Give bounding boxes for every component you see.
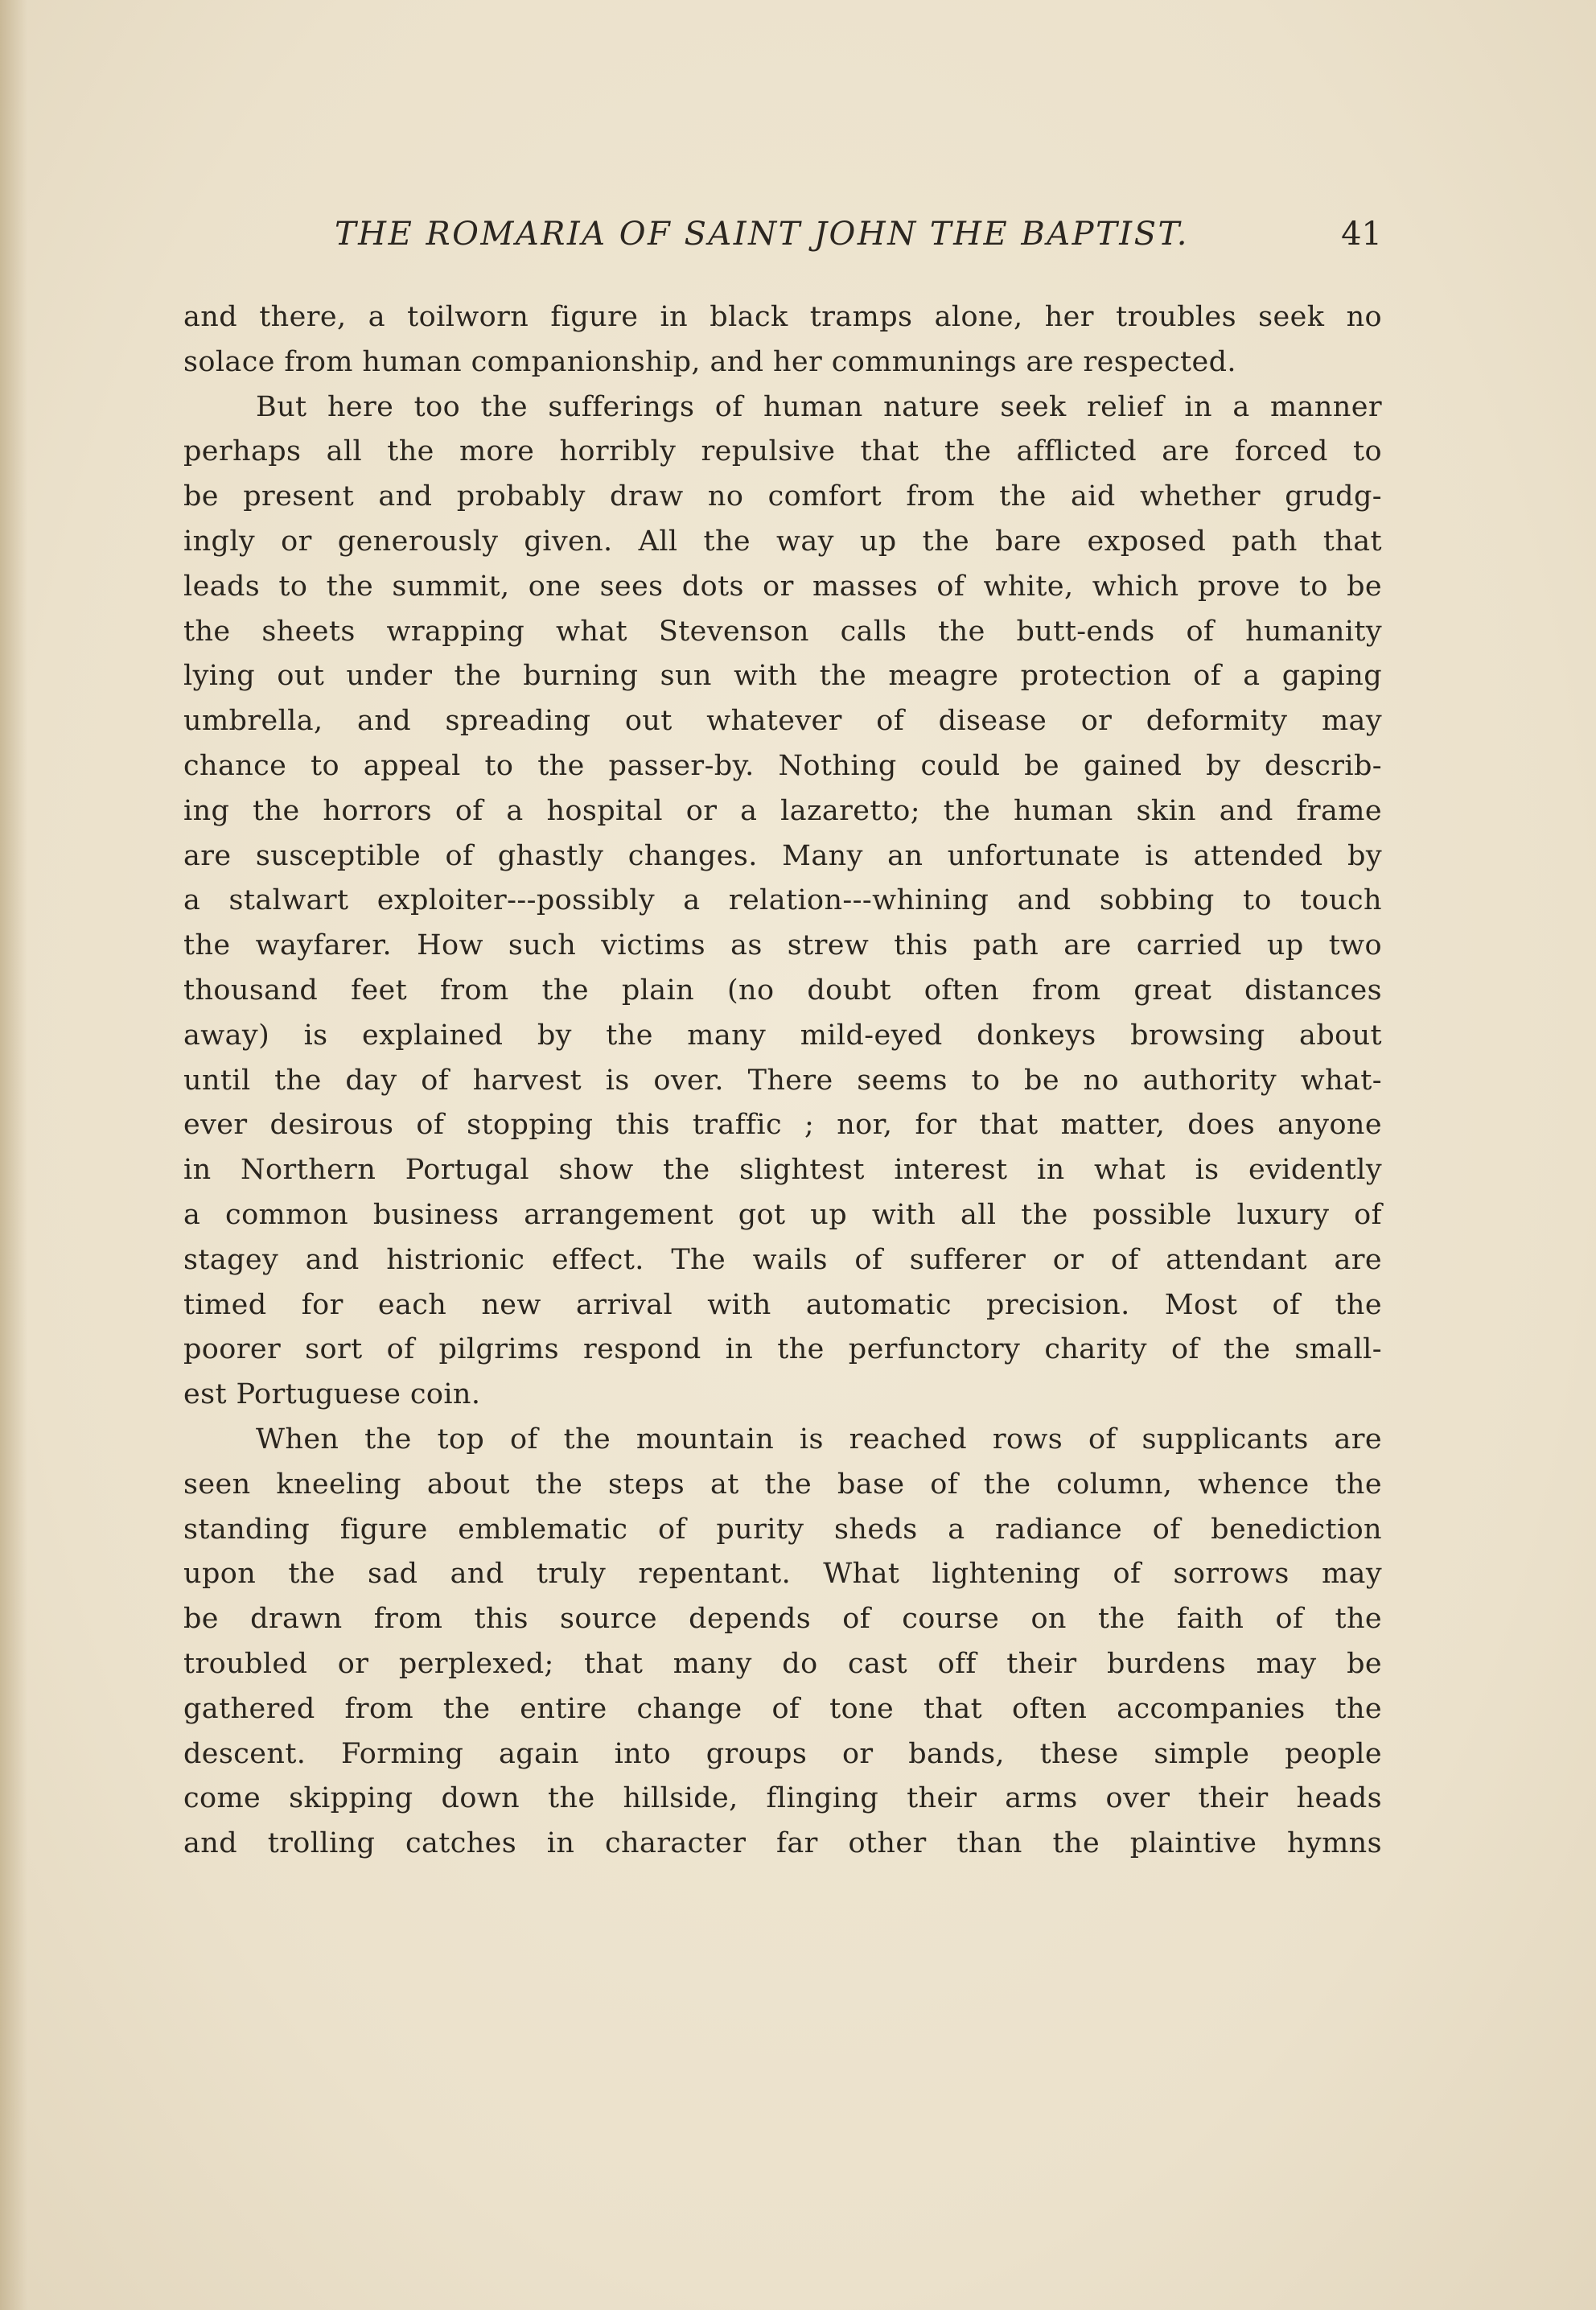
running-head: [183, 216, 1382, 264]
text-line: come skipping down the hillside, flinging their arms over their heads: [183, 1782, 1382, 1815]
text-line: and trolling catches in character far other than the plaintive hymns: [183, 1827, 1382, 1860]
text-line: umbrella, and spreading out whatever of disease or deformity may: [183, 705, 1382, 738]
text-line: gathered from the entire change of tone that often accompanies the: [183, 1692, 1382, 1725]
text-line: But here too the sufferings of human nature seek relief in a manner: [256, 390, 1382, 423]
text-line: descent. Forming again into groups or bands, these simple people: [183, 1737, 1382, 1770]
text-line: ing the horrors of a hospital or a lazaretto; the human skin and frame: [183, 794, 1382, 827]
text-line: When the top of the mountain is reached rows of supplicants are: [256, 1423, 1382, 1456]
text-line: a common business arrangement got up with all the possible luxury of: [183, 1198, 1382, 1231]
page-number: 41: [1341, 216, 1382, 253]
text-line: chance to appeal to the passer-by. Nothing could be gained by describ-: [183, 749, 1382, 782]
gutter-shadow: [0, 0, 27, 2310]
text-line: be present and probably draw no comfort from the aid whether grudg-: [183, 480, 1382, 513]
text-line: stagey and histrionic effect. The wails of sufferer or of attendant are: [183, 1243, 1382, 1276]
body-text: [183, 295, 1382, 1867]
text-line: a stalwart exploiter---possibly a relation---whining and sobbing to touch: [183, 884, 1382, 917]
text-line: leads to the summit, one sees dots or masses of white, which prove to be: [183, 570, 1382, 603]
text-line: the wayfarer. How such victims as strew this path are carried up two: [183, 929, 1382, 962]
text-line: standing figure emblematic of purity sheds a radiance of benediction: [183, 1513, 1382, 1546]
text-line: perhaps all the more horribly repulsive that the afflicted are forced to: [183, 435, 1382, 468]
text-line: timed for each new arrival with automatic precision. Most of the: [183, 1288, 1382, 1321]
text-line: seen kneeling about the steps at the base of the column, whence the: [183, 1468, 1382, 1501]
text-line: est Portuguese coin.: [183, 1378, 481, 1411]
text-line: are susceptible of ghastly changes. Many an unfortunate is attended by: [183, 839, 1382, 872]
running-title: THE ROMARIA OF SAINT JOHN THE BAPTIST.: [335, 216, 1189, 253]
text-line: away) is explained by the many mild-eyed donkeys browsing about: [183, 1019, 1382, 1052]
text-line: in Northern Portugal show the slightest interest in what is evidently: [183, 1154, 1382, 1187]
text-line: the sheets wrapping what Stevenson calls the butt-ends of humanity: [183, 615, 1382, 648]
text-line: ingly or generously given. All the way up the bare exposed path that: [183, 525, 1382, 558]
text-line: lying out under the burning sun with the meagre protection of a gaping: [183, 660, 1382, 693]
text-line: until the day of harvest is over. There seems to be no authority what-: [183, 1064, 1382, 1097]
text-line: poorer sort of pilgrims respond in the perfunctory charity of the small-: [183, 1333, 1382, 1366]
text-line: troubled or perplexed; that many do cast off their burdens may be: [183, 1647, 1382, 1680]
text-line: thousand feet from the plain (no doubt often from great distances: [183, 974, 1382, 1007]
text-line: be drawn from this source depends of course on the faith of the: [183, 1603, 1382, 1636]
text-line: and there, a toilworn figure in black tramps alone, her troubles seek no: [183, 301, 1382, 333]
text-line: upon the sad and truly repentant. What lightening of sorrows may: [183, 1558, 1382, 1591]
text-line: solace from human companionship, and her communings are respected.: [183, 345, 1236, 378]
text-line: ever desirous of stopping this traffic ; nor, for that matter, does anyone: [183, 1109, 1382, 1142]
